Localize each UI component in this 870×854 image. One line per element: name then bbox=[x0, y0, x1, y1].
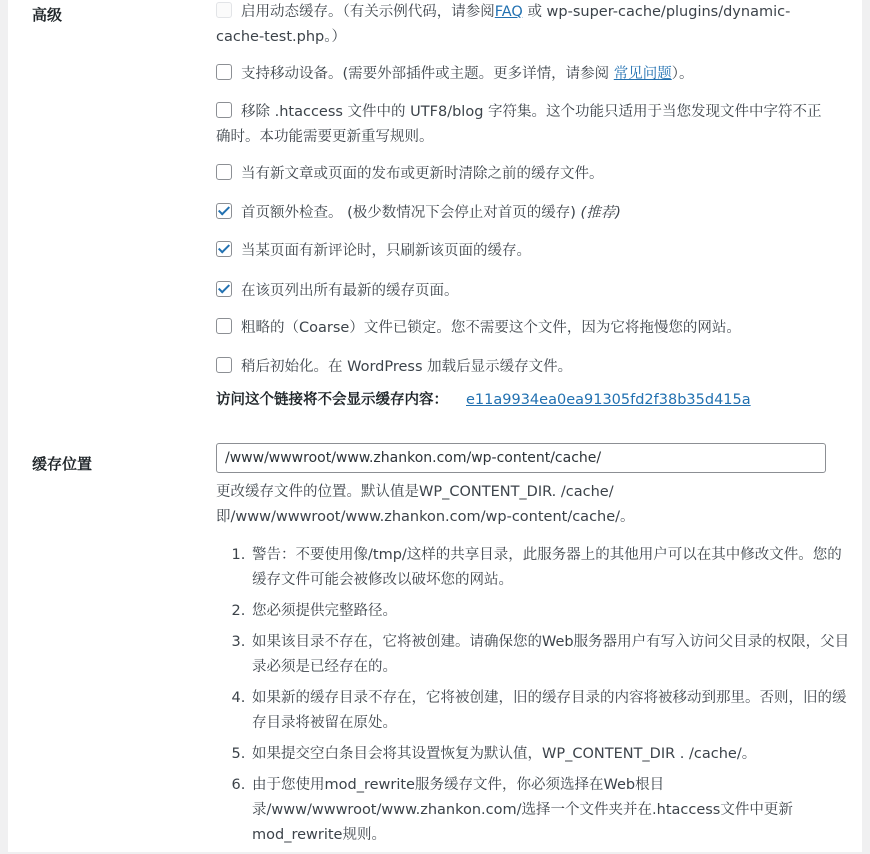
list-item: 6. 由于您使用mod_rewrite服务缓存文件，你必须选择在Web根目录/www/wwwroot/www.zhankon.com/选择一个文件夹并在.htaccess文件中更新mod_rewrite规则。 bbox=[250, 773, 850, 848]
option-text: 当某页面有新评论时，只刷新该页面的缓存。 bbox=[241, 243, 531, 259]
dynamic-cache-checkbox[interactable] bbox=[216, 2, 232, 18]
cache-location-description: 更改缓存文件的位置。默认值是WP_CONTENT_DIR. /cache/ 即/www/wwwroot/www.zhankon.com/wp-content/cache/。 bbox=[216, 484, 635, 525]
list-item: 3. 如果该目录不存在，它将被创建。请确保您的Web服务器用户有写入访问父目录的权限，父目录必须是已经存在的。 bbox=[250, 630, 850, 680]
nocache-label: 访问这个链接将不会显示缓存内容： bbox=[216, 392, 448, 408]
settings-panel bbox=[8, 0, 862, 852]
cache-location-label: 缓存位置 bbox=[32, 455, 93, 473]
option-text: 支持移动设备。(需要外部插件或主题。更多详情，请参阅 bbox=[241, 66, 614, 82]
list-item: 1. 警告：不要使用像/tmp/这样的共享目录，此服务器上的其他用户可以在其中修改文件。您的缓存文件可能会被修改以破坏您的网站。 bbox=[250, 543, 850, 593]
option-text: 稍后初始化。在 WordPress 加载后显示缓存文件。 bbox=[241, 359, 573, 375]
option-text: 当有新文章或页面的发布或更新时清除之前的缓存文件。 bbox=[241, 166, 604, 182]
option-refresh-on-comment bbox=[216, 239, 828, 264]
late-init-checkbox[interactable] bbox=[216, 357, 232, 373]
list-item: 4. 如果新的缓存目录不存在，它将被创建，旧的缓存目录的内容将被移动到那里。否则，旧的缓存目录将被留在原处。 bbox=[250, 686, 850, 736]
option-dynamic-cache bbox=[216, 0, 828, 50]
option-coarse-lock bbox=[216, 316, 828, 341]
remove-utf8-checkbox[interactable] bbox=[216, 102, 232, 118]
option-clear-on-publish bbox=[216, 162, 828, 187]
option-text: 移除 .htaccess 文件中的 UTF8/blog 字符集。这个功能只适用于当您发现文件中字符不正确时。本功能需要更新重写规则。 bbox=[216, 104, 822, 145]
recommended-note: (推荐) bbox=[580, 205, 621, 221]
option-late-init bbox=[216, 355, 828, 380]
option-text: 粗略的（Coarse）文件已锁定。您不需要这个文件，因为它将拖慢您的网站。 bbox=[241, 320, 741, 336]
option-text: 启用动态缓存。（有关示例代码，请参阅 bbox=[241, 4, 495, 20]
faq-link[interactable]: FAQ bbox=[494, 4, 523, 20]
front-page-check-checkbox[interactable] bbox=[216, 203, 232, 219]
advanced-section-label: 高级 bbox=[32, 6, 63, 24]
clear-on-publish-checkbox[interactable] bbox=[216, 164, 232, 180]
option-mobile-support bbox=[216, 62, 828, 87]
list-newest-checkbox[interactable] bbox=[216, 281, 232, 297]
list-item: 2. 您必须提供完整路径。 bbox=[250, 599, 850, 624]
refresh-on-comment-checkbox[interactable] bbox=[216, 241, 232, 257]
option-text: 首页额外检查。 (极少数情况下会停止对首页的缓存) bbox=[241, 205, 581, 221]
nocache-row bbox=[216, 388, 828, 413]
option-remove-utf8 bbox=[216, 100, 828, 150]
option-list-newest bbox=[216, 279, 828, 304]
nocache-link[interactable]: e11a9934ea0ea91305fd2f38b35d415a bbox=[466, 392, 751, 408]
option-text-cont: ）。 bbox=[671, 66, 694, 82]
faq-link-cn[interactable]: 常见问题 bbox=[613, 66, 672, 82]
option-front-page-check bbox=[216, 201, 828, 226]
option-text: 在该页列出所有最新的缓存页面。 bbox=[241, 283, 459, 299]
list-item: 5. 如果提交空白条目会将其设置恢复为默认值，WP_CONTENT_DIR . /cache/。 bbox=[250, 742, 850, 767]
cache-location-notes bbox=[228, 543, 850, 854]
option-text-cont: 或 wp-super-cache/plugins/dynamic-cache-test.php。） bbox=[216, 4, 791, 45]
coarse-lock-checkbox[interactable] bbox=[216, 318, 232, 334]
mobile-support-checkbox[interactable] bbox=[216, 64, 232, 80]
cache-path-input[interactable] bbox=[216, 443, 826, 473]
